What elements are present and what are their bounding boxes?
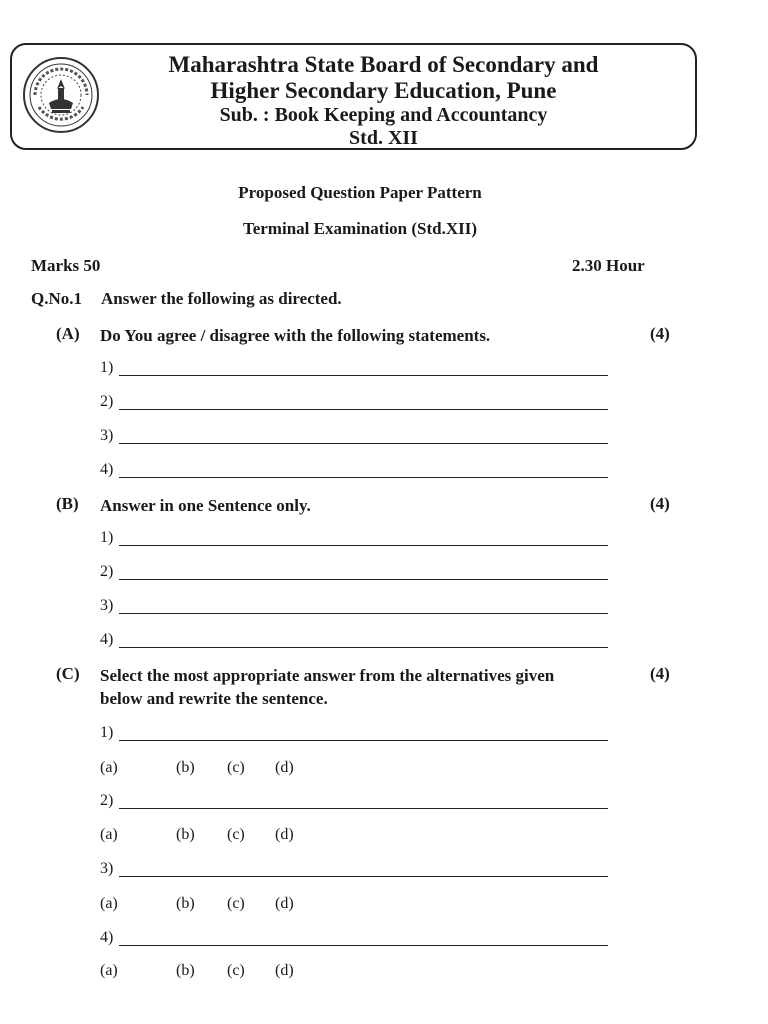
- section-c-letter: (C): [56, 664, 80, 683]
- options-row: [100, 895, 400, 915]
- option-d: (d): [275, 895, 294, 912]
- option-b: (b): [176, 895, 195, 912]
- options-row: [100, 962, 400, 982]
- item-number: 3): [100, 427, 114, 444]
- header-box: [10, 43, 697, 150]
- subject-title: Sub. : Book Keeping and Accountancy: [219, 104, 548, 126]
- answer-rule: [119, 613, 608, 614]
- section-a-letter: (A): [56, 324, 80, 343]
- item-number: 1): [100, 359, 114, 376]
- option-b: (b): [176, 962, 195, 979]
- option-a: (a): [100, 895, 118, 912]
- answer-rule: [119, 375, 608, 376]
- answer-rule: [119, 876, 608, 877]
- exam-title: Terminal Examination (Std.XII): [242, 219, 478, 238]
- board-name-line1: Maharashtra State Board of Secondary and: [168, 52, 599, 77]
- section-c-text-line1: Select the most appropriate answer from the alternatives given: [100, 666, 555, 685]
- section-b-text: Answer in one Sentence only.: [100, 496, 311, 515]
- section-b-letter: (B): [56, 494, 79, 513]
- section-c-text-line2: below and rewrite the sentence.: [100, 689, 328, 708]
- options-row: [100, 826, 400, 846]
- option-a: (a): [100, 826, 118, 843]
- answer-rule: [119, 579, 608, 580]
- answer-rule: [119, 409, 608, 410]
- item-number: 3): [100, 860, 114, 877]
- pattern-title: Proposed Question Paper Pattern: [238, 183, 482, 202]
- question-number: Q.No.1: [31, 289, 82, 308]
- question-instruction: Answer the following as directed.: [101, 289, 342, 308]
- option-d: (d): [275, 759, 294, 776]
- standard-title: Std. XII: [349, 127, 418, 149]
- item-number: 4): [100, 929, 114, 946]
- option-c: (c): [227, 759, 245, 776]
- option-d: (d): [275, 826, 294, 843]
- option-c: (c): [227, 895, 245, 912]
- option-b: (b): [176, 759, 195, 776]
- answer-rule: [119, 545, 608, 546]
- total-marks: Marks 50: [31, 256, 101, 275]
- section-a-text: Do You agree / disagree with the following statements.: [100, 326, 491, 345]
- item-number: 3): [100, 597, 114, 614]
- item-number: 4): [100, 461, 114, 478]
- board-name-line2: Higher Secondary Education, Pune: [210, 78, 557, 103]
- answer-rule: [119, 477, 608, 478]
- section-b-marks: (4): [650, 494, 670, 513]
- answer-rule: [119, 808, 608, 809]
- question-heading: [31, 289, 342, 309]
- section-c-text: [100, 664, 620, 710]
- option-c: (c): [227, 826, 245, 843]
- item-number: 2): [100, 792, 114, 809]
- option-c: (c): [227, 962, 245, 979]
- section-c-marks: (4): [650, 664, 670, 683]
- item-number: 4): [100, 631, 114, 648]
- options-row: [100, 759, 400, 779]
- item-number: 1): [100, 724, 114, 741]
- option-a: (a): [100, 962, 118, 979]
- answer-rule: [119, 945, 608, 946]
- item-number: 2): [100, 563, 114, 580]
- answer-rule: [119, 443, 608, 444]
- item-number: 2): [100, 393, 114, 410]
- answer-rule: [119, 740, 608, 741]
- exam-duration: 2.30 Hour: [572, 256, 645, 275]
- option-b: (b): [176, 826, 195, 843]
- option-d: (d): [275, 962, 294, 979]
- section-a-marks: (4): [650, 324, 670, 343]
- answer-rule: [119, 647, 608, 648]
- item-number: 1): [100, 529, 114, 546]
- option-a: (a): [100, 759, 118, 776]
